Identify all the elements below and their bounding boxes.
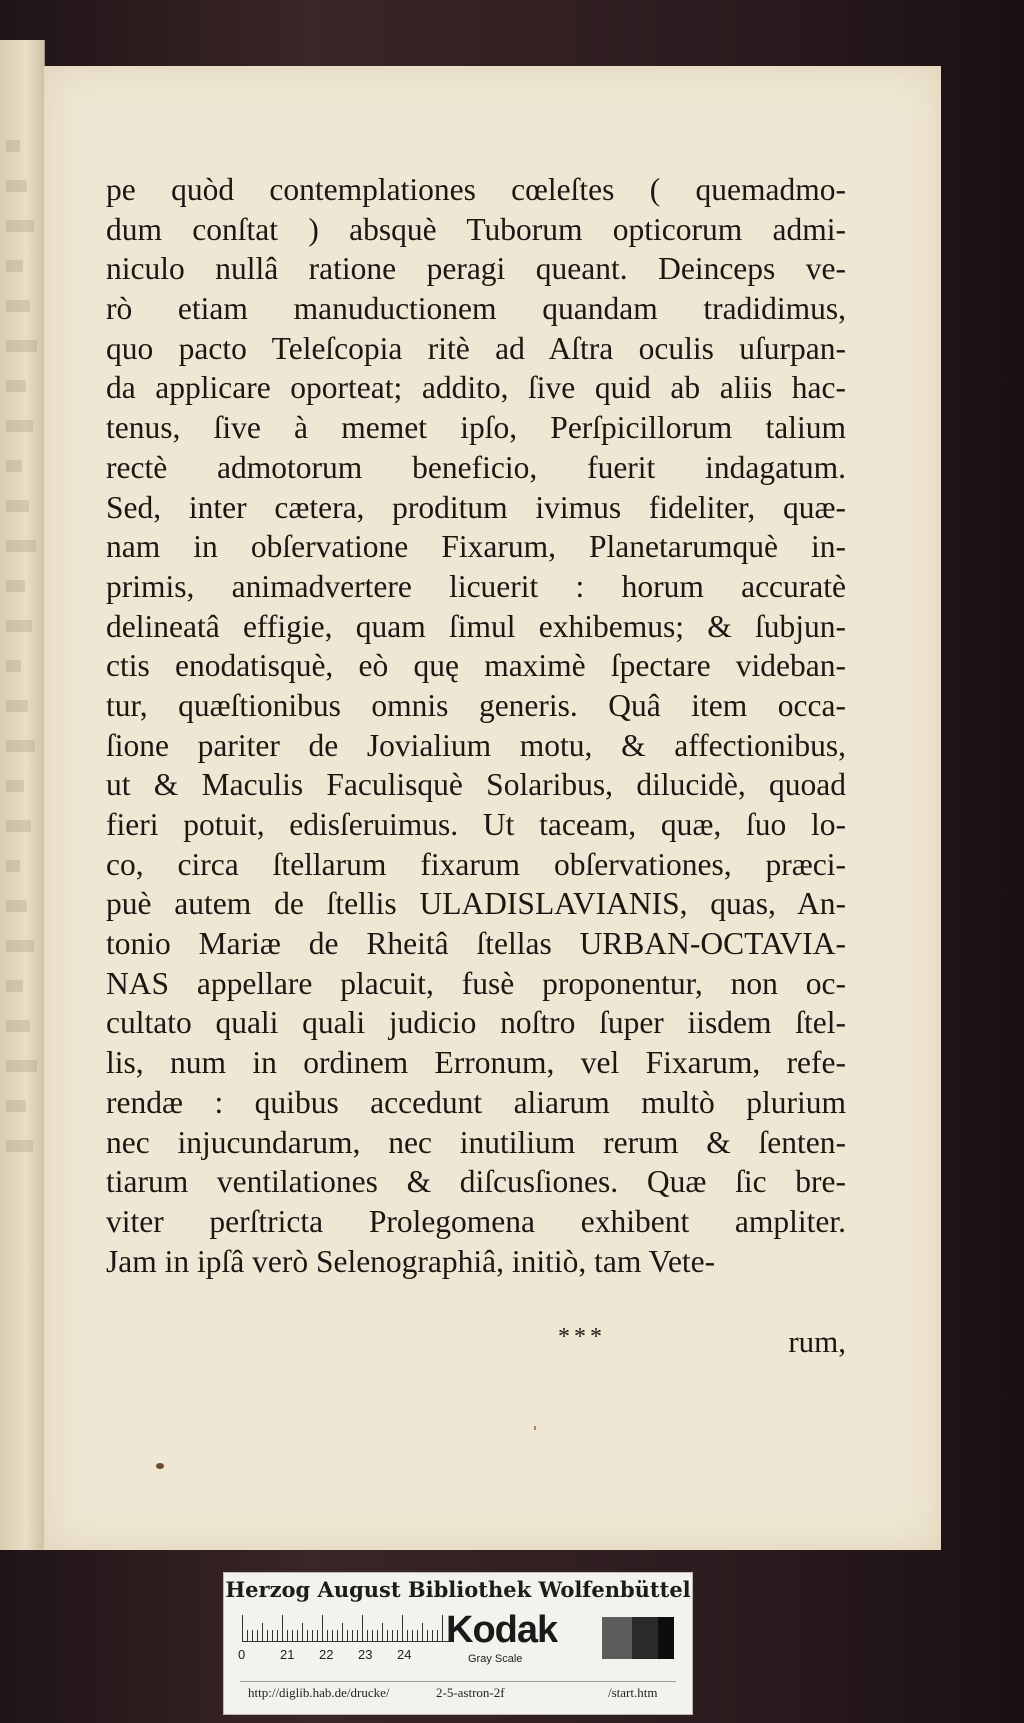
ruler-tick	[317, 1630, 318, 1641]
bleed-through-mark	[6, 420, 33, 432]
bleed-through-mark	[6, 940, 34, 952]
ruler-tick	[432, 1630, 433, 1641]
bleed-through-mark	[6, 660, 21, 672]
ruler-tick	[417, 1630, 418, 1641]
bleed-through-mark	[6, 220, 34, 232]
ruler-tick	[337, 1630, 338, 1641]
ruler-tick	[427, 1630, 428, 1641]
ink-speck	[156, 1463, 164, 1469]
ruler-tick	[357, 1630, 358, 1641]
ruler-tick	[282, 1615, 283, 1641]
ruler-number: 21	[280, 1647, 295, 1662]
ruler-tick	[402, 1615, 403, 1641]
text-line: nam in obſervatione Fixarum, Planetarumquè in-	[106, 529, 846, 565]
bleed-through-mark	[6, 860, 20, 872]
text-line: da applicare oporteat; addito, ſive quid ab aliis hac-	[106, 370, 846, 406]
previous-page-edge	[0, 40, 45, 1550]
ruler-tick	[382, 1623, 383, 1641]
ruler-tick	[372, 1630, 373, 1641]
ruler-number: 0	[238, 1647, 246, 1662]
text-line: NAS appellare placuit, fusè proponentur, non oc-	[106, 965, 846, 1001]
bleed-through-mark	[6, 500, 29, 512]
ruler-tick	[312, 1630, 313, 1641]
ruler-tick	[347, 1630, 348, 1641]
text-line: rendæ : quibus accedunt aliarum multò plurium	[106, 1084, 846, 1120]
text-line: dum conſtat ) absquè Tuborum opticorum admi-	[106, 211, 846, 247]
bleed-through-mark	[6, 1020, 30, 1032]
text-line: ut & Maculis Faculisquè Solaribus, dilucidè, quoad	[106, 767, 846, 803]
text-line: Jam in ipſâ verò Selenographiâ, initiò, tam Vete-	[106, 1243, 716, 1279]
ruler-tick	[292, 1630, 293, 1641]
bleed-through-mark	[6, 580, 25, 592]
ruler-tick	[412, 1630, 413, 1641]
ruler-tick	[437, 1630, 438, 1641]
ruler-tick	[442, 1615, 443, 1641]
text-line: tenus, ſive à memet ipſo, Perſpicillorum talium	[106, 410, 846, 446]
ruler-number: 22	[319, 1647, 334, 1662]
bleed-through-mark	[6, 260, 23, 272]
text-line: tur, quæſtionibus omnis generis. Quâ item occa-	[106, 687, 846, 723]
paper-mark	[534, 1426, 536, 1430]
library-url: http://diglib.hab.de/drucke/	[248, 1685, 390, 1700]
gray-scale-label: Gray Scale	[468, 1653, 523, 1665]
text-line: puè autem de ſtellis ULADISLAVIANIS, quas, An-	[106, 886, 846, 922]
bleed-through-mark	[6, 1140, 33, 1152]
text-line: lis, num in ordinem Erronum, vel Fixarum, refe-	[106, 1045, 846, 1081]
shelfmark: 2-5-astron-2f	[436, 1685, 505, 1700]
page-text	[106, 170, 846, 1281]
text-line: rectè admotorum beneficio, fuerit indagatum.	[106, 449, 846, 485]
gray-swatch	[602, 1617, 632, 1659]
bleed-through-mark	[6, 460, 22, 472]
text-line: nec injucundarum, nec inutilium rerum & ſenten-	[106, 1124, 846, 1160]
bleed-through-mark	[6, 900, 27, 912]
ruler-tick	[387, 1630, 388, 1641]
bleed-through-mark	[6, 540, 36, 552]
signature-mark: ***	[558, 1324, 606, 1350]
bleed-through-mark	[6, 140, 20, 152]
text-line: primis, animadvertere licuerit : horum accuratè	[106, 568, 846, 604]
ruler-tick	[407, 1630, 408, 1641]
ruler-tick	[367, 1630, 368, 1641]
bleed-through-mark	[6, 180, 27, 192]
bleed-through-mark	[6, 820, 31, 832]
black-swatch	[658, 1617, 674, 1659]
ruler-tick	[332, 1630, 333, 1641]
ruler-tick	[322, 1615, 323, 1641]
text-line: niculo nullâ ratione peragi queant. Deinceps ve-	[106, 251, 846, 287]
ruler-tick	[342, 1623, 343, 1641]
ruler-tick	[272, 1630, 273, 1641]
ruler-tick	[247, 1630, 248, 1641]
ruler-tick	[252, 1630, 253, 1641]
ruler-tick	[327, 1630, 328, 1641]
text-line: cultato quali quali judicio noſtro ſuper iisdem ſtel-	[106, 1005, 846, 1041]
text-line: pe quòd contemplationes cœleſtes ( quemadmo-	[106, 172, 846, 207]
text-line: tonio Mariæ de Rheitâ ſtellas URBAN-OCTAVIA-	[106, 926, 846, 962]
ruler-tick	[377, 1630, 378, 1641]
bleed-through-mark	[6, 700, 28, 712]
text-line: viter perſtricta Prolegomena exhibent ampliter.	[106, 1203, 846, 1239]
bleed-through-mark	[6, 340, 37, 352]
ruler-tick	[302, 1623, 303, 1641]
ruler-tick	[352, 1630, 353, 1641]
bleed-through-mark	[6, 300, 30, 312]
bleed-through-mark	[6, 780, 24, 792]
bleed-through-mark	[6, 1100, 26, 1112]
text-line: co, circa ſtellarum fixarum obſervationes, præci-	[106, 846, 846, 882]
bleed-through-mark	[6, 620, 32, 632]
bleed-through-mark	[6, 1060, 37, 1072]
dark-swatch	[632, 1617, 658, 1659]
kodak-logo: Kodak	[446, 1609, 558, 1651]
text-line: rò etiam manuductionem quandam tradidimus,	[106, 291, 846, 327]
ruler-tick	[362, 1615, 363, 1641]
ruler-tick	[397, 1630, 398, 1641]
text-line: tiarum ventilationes & diſcusſiones. Quæ ſic bre-	[106, 1164, 846, 1200]
text-line: quo pacto Teleſcopia ritè ad Aſtra oculis uſurpan-	[106, 330, 846, 366]
color-target-card	[223, 1572, 693, 1715]
text-line: delineatâ effigie, quam ſimul exhibemus; & ſubjun-	[106, 608, 846, 644]
ruler-tick	[287, 1630, 288, 1641]
ruler-tick	[242, 1615, 243, 1641]
library-name: Herzog August Bibliothek Wolfenbüttel	[225, 1577, 691, 1602]
ruler-tick	[277, 1630, 278, 1641]
text-line: fieri potuit, edisſeruimus. Ut taceam, quæ, ſuo lo-	[106, 807, 846, 842]
text-line: ſione pariter de Jovialium motu, & affectionibus,	[106, 727, 846, 763]
ruler-number: 23	[358, 1647, 373, 1662]
ruler-tick	[297, 1630, 298, 1641]
text-line: Sed, inter cætera, proditum ivimus fideliter, quæ-	[106, 489, 846, 525]
bleed-through-mark	[6, 740, 35, 752]
start-link: /start.htm	[608, 1685, 658, 1700]
bleed-through-mark	[6, 980, 23, 992]
ruler-tick	[307, 1630, 308, 1641]
ruler-tick	[267, 1630, 268, 1641]
page-footer	[106, 1324, 846, 1364]
book-page	[44, 66, 941, 1550]
ruler-tick	[262, 1623, 263, 1641]
ruler-tick	[392, 1630, 393, 1641]
divider	[240, 1681, 676, 1682]
ruler-tick	[422, 1623, 423, 1641]
ruler-number: 24	[397, 1647, 412, 1662]
scale-ruler	[242, 1611, 450, 1642]
catchword: rum,	[788, 1324, 846, 1359]
text-line: ctis enodatisquè, eò quę maximè ſpectare videban-	[106, 648, 846, 684]
bleed-through-mark	[6, 380, 26, 392]
ruler-tick	[257, 1630, 258, 1641]
